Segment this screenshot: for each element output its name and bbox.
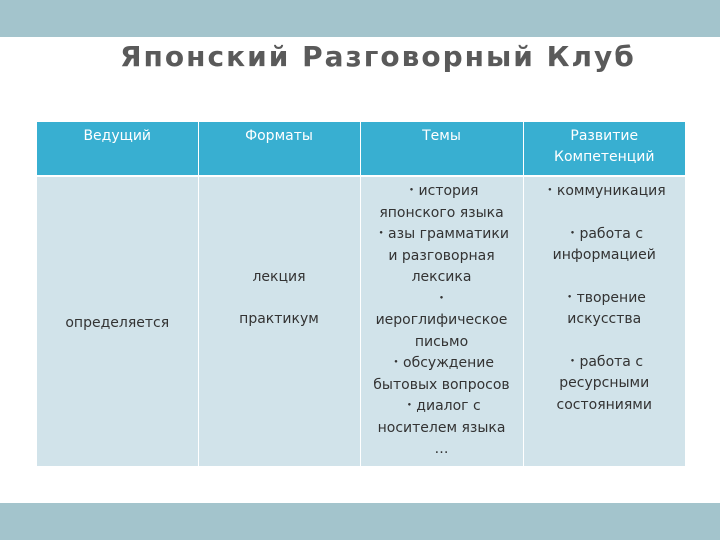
competency-line: ・работа с <box>565 225 644 242</box>
topic-line: ・азы грамматики <box>374 226 509 242</box>
topic-line: лексика <box>411 269 472 285</box>
topic-line: ・ <box>434 290 449 307</box>
header-formats: Форматы <box>198 122 360 176</box>
competency-line: ресурсными <box>559 375 650 391</box>
format-item: лекция <box>252 269 306 285</box>
club-table <box>37 122 685 466</box>
top-band <box>0 0 720 37</box>
header-competencies: Развитие Компетенций <box>523 122 685 176</box>
competency-item <box>530 352 680 417</box>
cell-formats <box>198 176 360 466</box>
topic-line: иероглифическое <box>375 312 508 328</box>
competency-item <box>530 224 680 267</box>
topic-line: ・история <box>404 183 479 199</box>
competency-line: ・творение <box>562 289 646 306</box>
competency-line: состояниями <box>556 396 652 413</box>
header-row <box>37 122 685 176</box>
topic-line: … <box>434 441 449 457</box>
topic-line: ・обсуждение <box>389 355 494 371</box>
leader-value: определяется <box>65 314 170 331</box>
topic-line: носителем языка <box>377 419 506 436</box>
topic-line: бытовых вопросов <box>373 376 510 393</box>
topic-line: японского языка <box>379 204 504 221</box>
cell-topics <box>360 176 523 466</box>
competency-line: ・коммуникация <box>542 183 666 199</box>
cell-competencies <box>523 176 685 466</box>
competency-item <box>530 181 680 203</box>
topic-line: и разговорная <box>388 247 495 264</box>
header-leader: Ведущий <box>37 122 198 176</box>
header-topics: Темы <box>360 122 523 176</box>
topic-line: ・диалог с <box>402 398 481 414</box>
competency-line: искусства <box>567 311 642 327</box>
competency-line: информацией <box>552 247 656 263</box>
topic-line: письмо <box>414 333 469 350</box>
table-row <box>37 176 685 466</box>
competency-line: ・работа с <box>565 353 644 370</box>
bottom-band <box>0 503 720 540</box>
slide-title: Японский Разговорный Клуб <box>120 40 636 73</box>
cell-leader <box>37 176 198 466</box>
competency-item <box>530 288 680 331</box>
format-item: практикум <box>239 310 319 327</box>
